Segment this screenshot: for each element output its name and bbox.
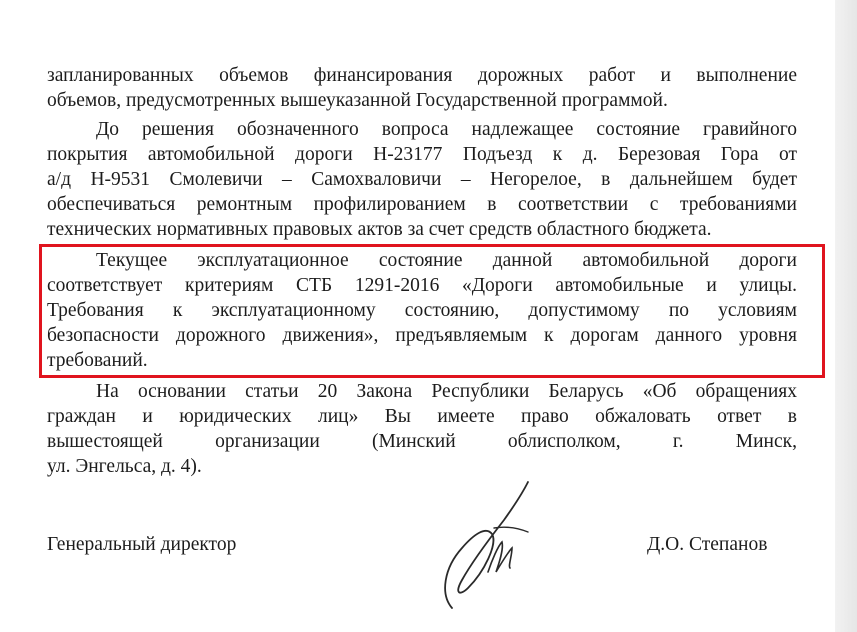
- paragraph-4-line-3: вышестоящей организации (Минский облисполком, г. Минск,: [47, 431, 797, 452]
- signatory-title: Генеральный директор: [47, 534, 237, 555]
- handwritten-signature: [432, 476, 542, 626]
- paragraph-2-line-5: технических нормативных правовых актов за счет средств областного бюджета.: [47, 219, 712, 240]
- paragraph-2-line-1: До решения обозначенного вопроса надлежащее состояние гравийного: [96, 119, 797, 140]
- page-edge: [835, 0, 857, 632]
- paragraph-3-line-4: безопасности дорожного движения», предъявляемым к дорогам данного уровня: [47, 325, 797, 346]
- paragraph-1-line-2: объемов, предусмотренных вышеуказанной Государственной программой.: [47, 90, 668, 111]
- paragraph-4-line-2: граждан и юридических лиц» Вы имеете право обжаловать ответ в: [47, 406, 797, 427]
- paragraph-4-line-4: ул. Энгельса, д. 4).: [47, 456, 202, 477]
- paragraph-3-line-2: соответствует критериям СТБ 1291-2016 «Дороги автомобильные и улицы.: [47, 275, 797, 296]
- paragraph-3-line-1: Текущее эксплуатационное состояние данной автомобильной дороги: [96, 250, 797, 271]
- paragraph-2-line-2: покрытия автомобильной дороги Н-23177 Подъезд к д. Березовая Гора от: [47, 144, 797, 165]
- paragraph-3-line-3: Требования к эксплуатационному состоянию, допустимому по условиям: [47, 300, 797, 321]
- paragraph-2-line-4: обеспечиваться ремонтным профилированием в соответствии с требованиями: [47, 194, 797, 215]
- paragraph-2-line-3: а/д Н-9531 Смолевичи – Самохваловичи – Негорелое, в дальнейшем будет: [47, 169, 797, 190]
- paragraph-4-line-1: На основании статьи 20 Закона Республики Беларусь «Об обращениях: [96, 381, 797, 402]
- paragraph-1-line-1: запланированных объемов финансирования дорожных работ и выполнение: [47, 65, 797, 86]
- paragraph-3-line-5: требований.: [47, 350, 148, 371]
- signatory-name: Д.О. Степанов: [647, 534, 768, 555]
- highlight-box: [39, 244, 825, 378]
